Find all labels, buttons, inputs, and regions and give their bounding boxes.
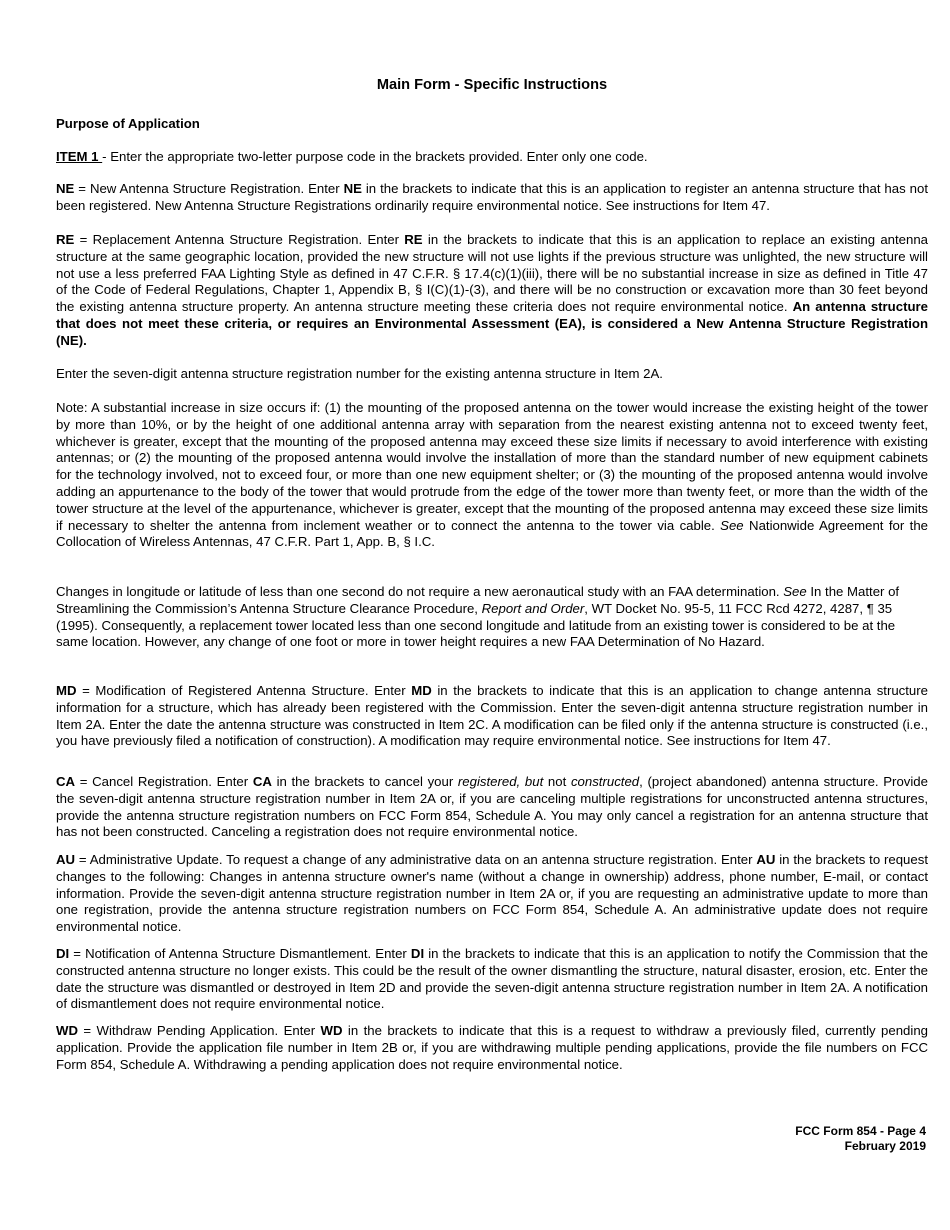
note-paragraph — [56, 400, 928, 551]
re-paragraph — [56, 232, 928, 350]
wd-code: WD — [56, 1023, 78, 1038]
ne-text-1: = New Antenna Structure Registration. Enter — [74, 181, 344, 196]
ca-code-inline: CA — [252, 774, 272, 789]
au-text-2: in the brackets to request changes to the following: Changes in antenna structure owner's name (without a change in ownership) address, phone number, E-mail, or contact information. Provide the seven-digit antenna structure registration number in Item 2A or, if you are requesting an administrative update to more than one registration, provide the antenna structure registration numbers on FCC Form 854, Schedule A. An administrative update does not require environmental notice. — [56, 852, 928, 935]
re-code-inline: RE — [404, 232, 423, 247]
seven-digit-paragraph: Enter the seven-digit antenna structure registration number for the existing antenna structure in Item 2A. — [56, 366, 663, 381]
au-paragraph — [56, 852, 928, 936]
ne-text-2: in the brackets to indicate that this is an application to register an antenna structure that has not been registered. New Antenna Structure Registrations ordinarily require environmental notice. See instructions for Item 47. — [56, 181, 928, 213]
wd-paragraph — [56, 1023, 928, 1073]
item1-paragraph — [56, 149, 928, 166]
re-bold-note: An antenna structure that does not meet these criteria, or requires an Environmental Assessment (EA), is considered a New Antenna Structure Registration (NE). — [56, 299, 928, 348]
ca-text-4: , (project abandoned) antenna structure. Provide the seven-digit antenna structure registration number in Item 2A or, if you are canceling multiple registrations for unconstructed antenna structures, provide the antenna structure registration numbers on FCC Form 854, Schedule A. You may only cancel a registration for an antenna structure that has not been constructed. Canceling a registration does not require environmental notice. — [56, 774, 928, 840]
section-heading: Purpose of Application — [56, 116, 200, 131]
ne-code-inline: NE — [343, 181, 362, 196]
changes-text-2: In the Matter of Streamlining the Commission’s Antenna Structure Clearance Procedure, — [56, 584, 900, 616]
changes-see: See — [783, 584, 807, 599]
ca-paragraph — [56, 774, 928, 841]
ca-italic-1: registered, but — [457, 774, 544, 789]
changes-text-1: Changes in longitude or latitude of less than one second do not require a new aeronautical study with an FAA determination. — [56, 584, 784, 599]
item1-text: - Enter the appropriate two-letter purpose code in the brackets provided. Enter only one code. — [102, 149, 648, 164]
ca-text-2: in the brackets to cancel your — [271, 774, 458, 789]
wd-code-inline: WD — [320, 1023, 343, 1038]
note-see: See — [720, 517, 744, 533]
ca-text-3: not — [543, 774, 571, 789]
page-title: Main Form - Specific Instructions — [376, 77, 608, 93]
au-code: AU — [56, 852, 76, 867]
di-code-inline: DI — [410, 946, 425, 961]
re-code: RE — [56, 232, 75, 247]
di-text-1: = Notification of Antenna Structure Dismantlement. Enter — [69, 946, 411, 961]
footer-date: February 2019 — [844, 1139, 926, 1153]
md-text-1: = Modification of Registered Antenna Structure. Enter — [76, 683, 412, 698]
md-code: MD — [56, 683, 77, 698]
re-text-1: = Replacement Antenna Structure Registration. Enter — [74, 232, 405, 247]
note-text-2: Nationwide Agreement for the Collocation of Wireless Antennas, 47 C.F.R. Part 1, App. B, § I.C. — [56, 517, 928, 550]
md-paragraph — [56, 683, 928, 750]
ca-text-1: = Cancel Registration. Enter — [75, 774, 253, 789]
re-text-2: in the brackets to indicate that this is an application to replace an existing antenna structure at the same geographic location, provided the new structure will not use lights if the previous structure was unlighted, the new structure will not use a less preferred FAA Lighting Style as defined in 47 C.F.R. § 17.4(c)(1)(iii), there will be no substantial increase in size as defined in Title 47 of the Code of Federal Regulations, Chapter 1, Appendix B, § I(C)(1)-(3), and there will be no construction or excavation more than 30 feet beyond the existing antenna structure property. An antenna structure meeting these criteria does not require environmental notice. — [56, 232, 928, 315]
changes-report-and-order: Report and Order — [481, 600, 585, 616]
changes-text-3: , WT Docket No. 95-5, 11 FCC Rcd 4272, 4287, ¶ 35 (1995). Consequently, a replacement tower located less than one second longitude and latitude from an existing tower is considered to be at the same location. However, any change of one foot or more in tower height requires a new FAA Determination of No Hazard. — [56, 600, 896, 650]
note-text-1: Note: A substantial increase in size occurs if: (1) the mounting of the proposed antenna on the tower would increase the existing height of the tower by more than 10%, or by the height of one additional antenna array with separation from the nearest existing antenna not to exceed twenty feet, whichever is greater, except that the mounting of the proposed antenna may exceed these size limits if necessary to avoid interference with existing antennas; or (2) the mounting of the proposed antenna would involve the installation of more than the standard number of new equipment cabinets for the technology involved, not to exceed four, or more than one new equipment shelter; or (3) the mounting of the proposed antenna would involve adding an appurtenance to the body of the tower that would protrude from the edge of the tower more than twenty feet, or more than the width of the tower structure at the level of the appurtenance, whichever is greater, except that the mounting of the proposed antenna may exceed these size limits if necessary to shelter the antenna from inclement weather or to connect the antenna to the tower via cable. — [56, 400, 928, 533]
di-code: DI — [56, 946, 70, 961]
au-code-inline: AU — [756, 852, 776, 867]
ne-paragraph — [56, 181, 928, 215]
ne-code: NE — [56, 181, 75, 196]
footer-form-page: FCC Form 854 - Page 4 — [795, 1124, 926, 1138]
wd-text-1: = Withdraw Pending Application. Enter — [77, 1023, 321, 1038]
page-footer — [795, 1124, 926, 1154]
item1-label: ITEM 1 — [56, 149, 103, 164]
md-code-inline: MD — [411, 683, 432, 698]
au-text-1: = Administrative Update. To request a change of any administrative data on an antenna structure registration. Enter — [75, 852, 757, 867]
di-paragraph — [56, 946, 928, 1013]
ca-code: CA — [56, 774, 76, 789]
changes-paragraph — [56, 584, 928, 651]
md-text-2: in the brackets to indicate that this is an application to change antenna structure information for a structure, which has already been registered with the Commission. Enter the seven-digit antenna structure registration number in Item 2A. Enter the date the antenna structure was constructed in Item 2C. A modification can be filed only if the antenna structure is constructed (i.e., you have previously filed a notification of construction). A modification may require environmental notice. See instructions for Item 47. — [56, 683, 928, 749]
di-text-2: in the brackets to indicate that this is an application to notify the Commission that the constructed antenna structure no longer exists. This could be the result of the owner dismantling the structure, natural disaster, erosion, etc. Enter the date the structure was dismantled or destroyed in Item 2D and provide the seven-digit antenna structure registration number in Item 2A. A notification of dismantlement does not require environmental notice. — [56, 946, 928, 1012]
wd-text-2: in the brackets to indicate that this is a request to withdraw a previously filed, currently pending application. Provide the application file number in Item 2B or, if you are withdrawing multiple pending applications, provide the file numbers on FCC Form 854, Schedule A. Withdrawing a pending application does not require environmental notice. — [56, 1023, 928, 1072]
ca-italic-2: constructed — [570, 774, 640, 789]
